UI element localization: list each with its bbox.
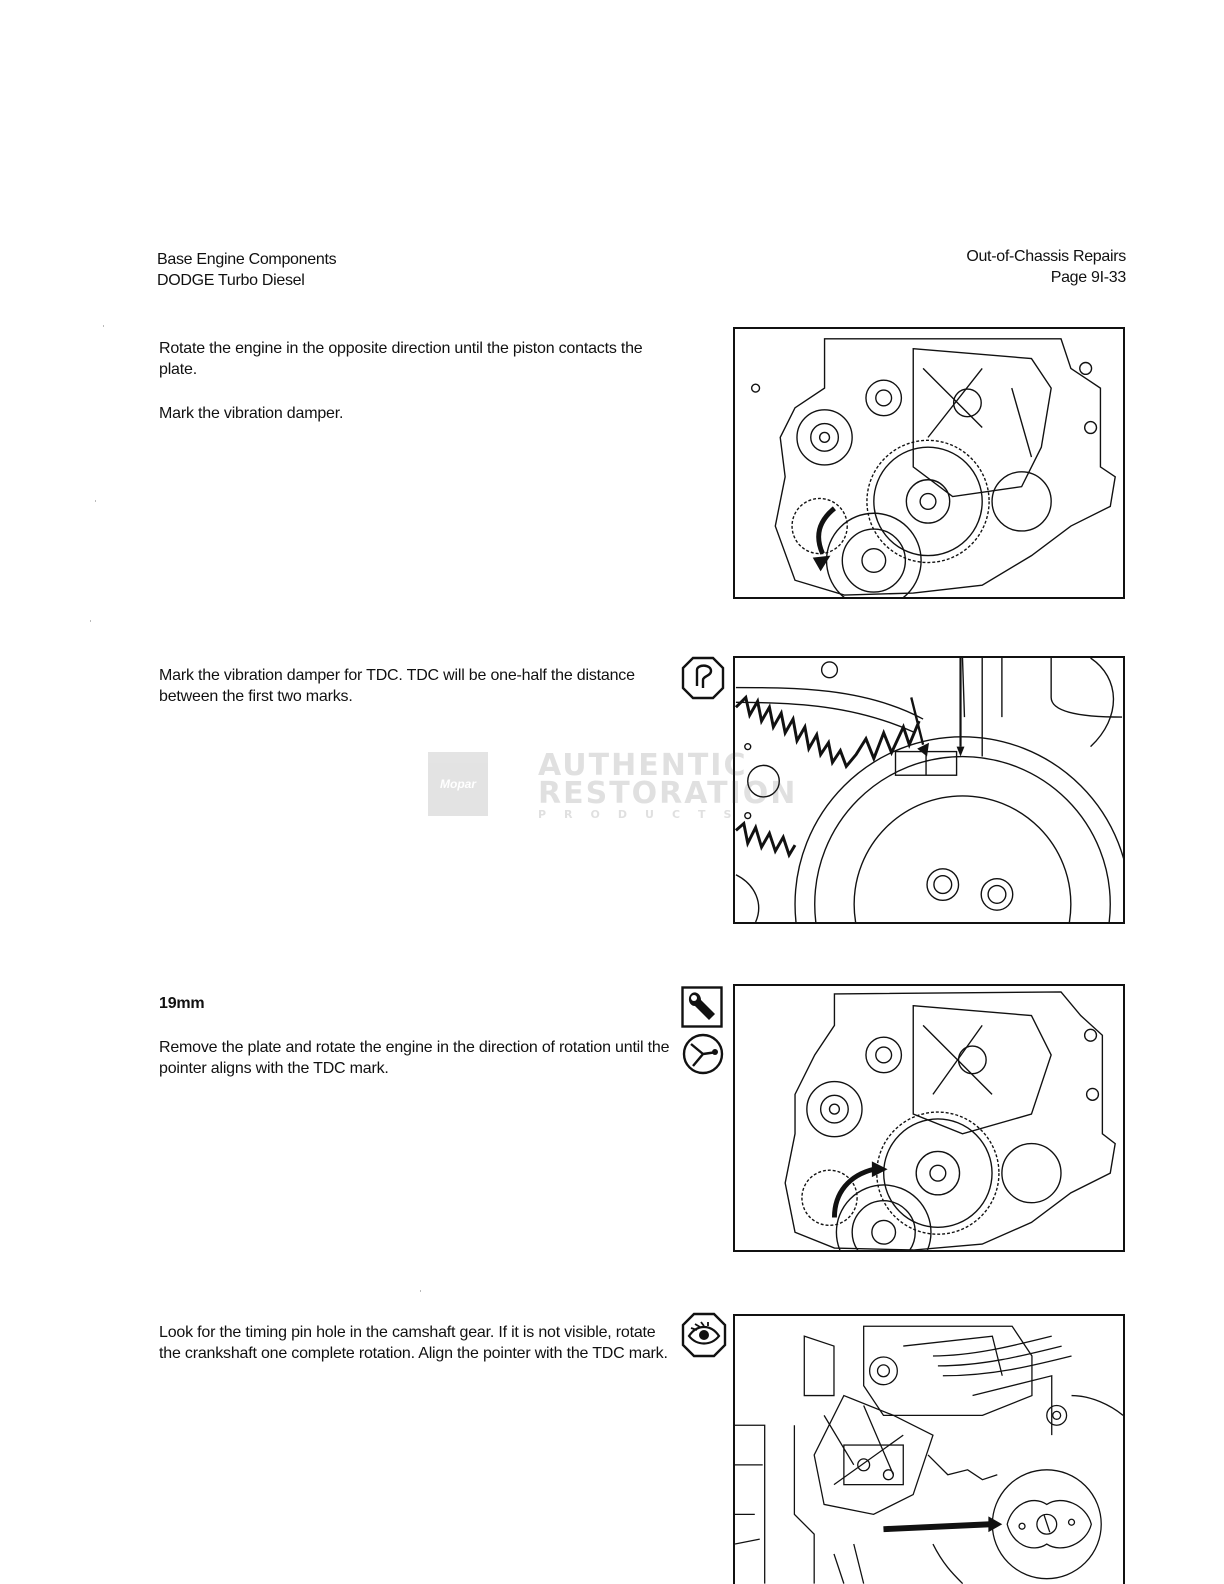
watermark-logo-text: Mopar: [440, 777, 476, 791]
scan-speck: [95, 500, 96, 502]
step-1-text: [159, 338, 671, 447]
step-1-paragraph-2: Mark the vibration damper.: [159, 405, 344, 422]
watermark: [428, 748, 798, 822]
section-title: Base Engine Components: [157, 251, 337, 268]
watermark-logo: [428, 752, 488, 816]
engine-front-illustration-1: [735, 329, 1123, 597]
step-3-paragraph-1: Remove the plate and rotate the engine in the direction of rotation until the pointer aligns with the TDC mark.: [159, 1039, 670, 1077]
scan-speck: [90, 620, 91, 622]
step-4-paragraph-1: Look for the timing pin hole in the camshaft gear. If it is not visible, rotate the crankshaft one complete rotation. Align the pointer with the TDC mark.: [159, 1324, 668, 1362]
hook-symbol-icon: [681, 656, 725, 700]
wrench-icon: [681, 986, 723, 1028]
step-1-paragraph-1: Rotate the engine in the opposite direction until the piston contacts the plate.: [159, 340, 643, 378]
figure-engine-front-rotate-direction: [733, 984, 1125, 1252]
header-left: [157, 249, 336, 291]
watermark-line-2: RESTORATION: [538, 776, 798, 811]
scan-speck: [103, 325, 104, 327]
step-3-text: [159, 993, 671, 1102]
rotation-symbol-icon: [681, 1032, 725, 1076]
figure-engine-front-rotate-opposite: [733, 327, 1125, 599]
eye-icon: [681, 1312, 727, 1358]
page-number: Page 9I-33: [1050, 269, 1126, 286]
watermark-line-1: AUTHENTIC: [538, 748, 748, 783]
chapter-title: Out-of-Chassis Repairs: [966, 248, 1126, 265]
engine-front-illustration-2: [735, 986, 1123, 1250]
step-2-paragraph-1: Mark the vibration damper for TDC. TDC will be one-half the distance between the first two marks.: [159, 667, 635, 705]
scan-speck: [420, 1290, 421, 1292]
tool-size-label: 19mm: [159, 995, 205, 1012]
header-right: [966, 246, 1126, 288]
figure-camshaft-timing-pin: [733, 1314, 1125, 1584]
watermark-line-3: PRODUCTS: [538, 808, 750, 821]
camshaft-gear-illustration: [735, 1316, 1123, 1584]
step-4-text: [159, 1322, 671, 1387]
vehicle-title: DODGE Turbo Diesel: [157, 272, 305, 289]
step-2-text: [159, 665, 671, 730]
